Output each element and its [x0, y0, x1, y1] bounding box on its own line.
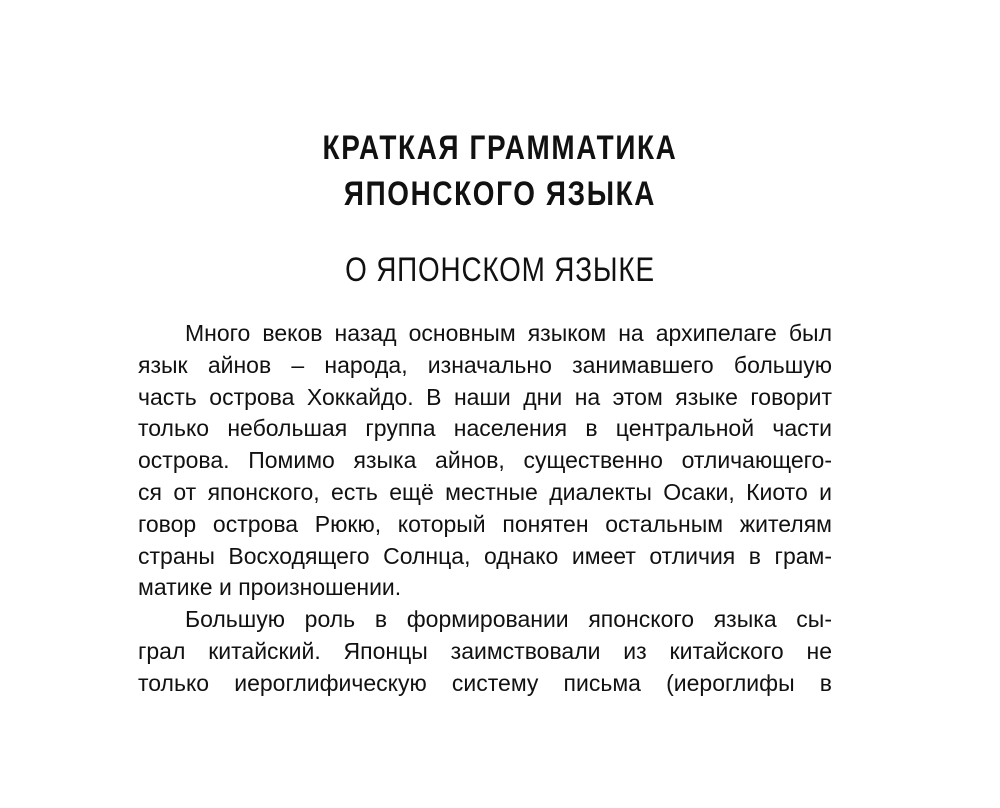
text-line: язык айнов – народа, изначально занимавшего большую: [138, 351, 832, 378]
chapter-title-line-1: КРАТКАЯ ГРАММАТИКА: [322, 129, 678, 167]
text-line: только небольшая группа населения в центральной части: [138, 415, 832, 442]
text-line: матике и произношении.: [138, 574, 402, 601]
text-line: только иероглифическую систему письма (иероглифы в: [138, 669, 832, 696]
section-title: О ЯПОНСКОМ ЯЗЫКЕ: [345, 251, 655, 289]
text-line: часть острова Хоккайдо. В наши дни на этом языке говорит: [138, 383, 832, 410]
text-line: ся от японского, есть ещё местные диалекты Осаки, Киото и: [138, 478, 832, 505]
text-line: острова. Помимо языка айнов, существенно отличающего-: [138, 447, 832, 474]
chapter-title-line-2: ЯПОНСКОГО ЯЗЫКА: [343, 175, 657, 213]
text-line: Много веков назад основным языком на архипелаге был: [185, 320, 832, 346]
body-text: [138, 318, 832, 700]
text-line: говор острова Рюкю, который понятен остальным жителям: [138, 510, 832, 537]
paragraph-2: [138, 604, 832, 699]
text-line: страны Восходящего Солнца, однако имеет отличия в грам-: [138, 542, 832, 569]
paragraph-1: [138, 318, 832, 604]
text-line: Большую роль в формировании японского языка сы-: [185, 606, 832, 633]
text-line: грал китайский. Японцы заимствовали из китайского не: [138, 637, 832, 664]
